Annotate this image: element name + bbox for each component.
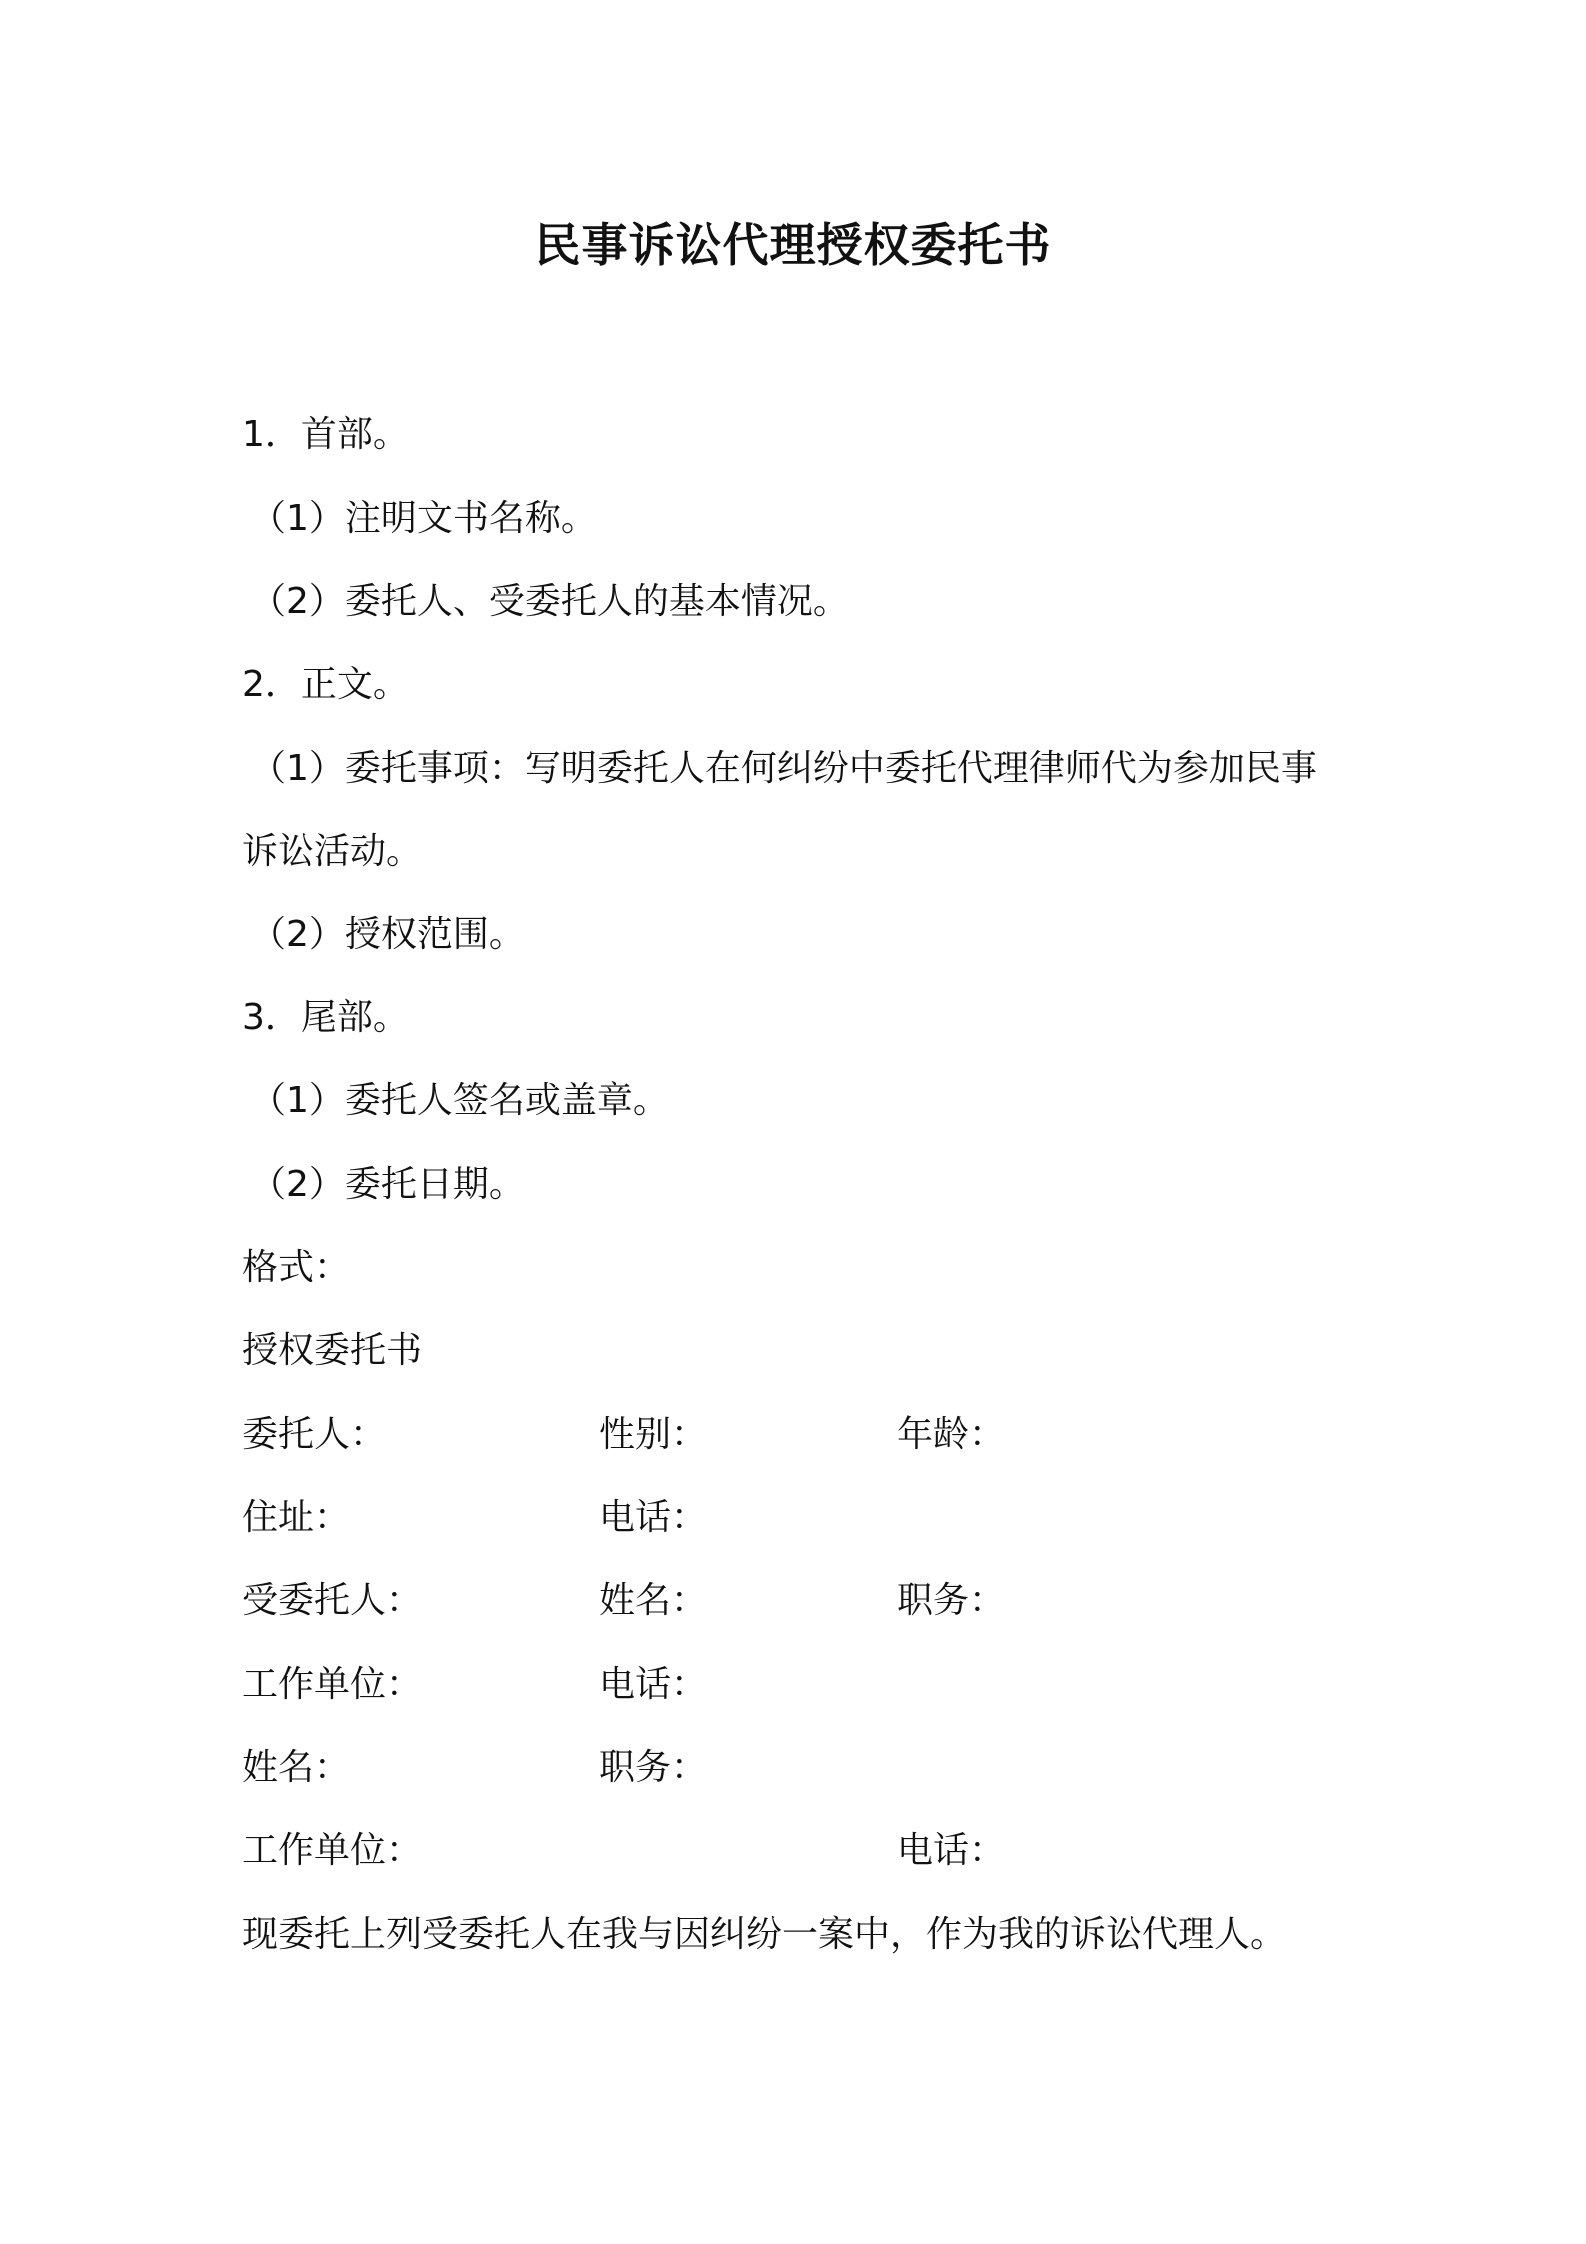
section-heading-2: 2．正文。 — [242, 664, 409, 705]
agent-label: 受委托人： — [242, 1580, 423, 1621]
address-label: 住址： — [242, 1497, 351, 1538]
gender-label: 性别： — [599, 1414, 708, 1455]
section-item-3-1: （1）委托人签名或盖章。 — [250, 1080, 669, 1121]
section-item-3-2: （2）委托日期。 — [250, 1164, 525, 1205]
section-item-2-1: （1）委托事项：写明委托人在何纠纷中委托代理律师代为参加民事 — [250, 748, 1317, 789]
form-row-principal — [242, 1410, 1342, 1460]
form-title: 授权委托书 — [242, 1330, 423, 1371]
phone-label: 电话： — [599, 1664, 708, 1705]
form-row-workplace-2 — [242, 1826, 1342, 1876]
form-row-name — [242, 1743, 1342, 1793]
phone-label: 电话： — [599, 1497, 708, 1538]
phone-label: 电话： — [897, 1830, 1006, 1871]
name-label: 姓名： — [599, 1580, 708, 1621]
form-row-address — [242, 1493, 1342, 1543]
section-item-2-2: （2）授权范围。 — [250, 914, 525, 955]
age-label: 年龄： — [897, 1414, 1006, 1455]
section-item-2-1-cont: 诉讼活动。 — [242, 831, 423, 872]
form-row-agent — [242, 1576, 1342, 1626]
position-label: 职务： — [897, 1580, 1006, 1621]
section-item-1-2: （2）委托人、受委托人的基本情况。 — [250, 581, 849, 622]
format-label: 格式： — [242, 1247, 351, 1288]
document-title: 民事诉讼代理授权委托书 — [534, 218, 1052, 272]
section-item-1-1: （1）注明文书名称。 — [250, 498, 597, 539]
authorization-statement: 现委托上列受委托人在我与因纠纷一案中，作为我的诉讼代理人。 — [242, 1914, 1287, 1955]
name-label: 姓名： — [242, 1747, 351, 1788]
principal-label: 委托人： — [242, 1414, 387, 1455]
workplace-label: 工作单位： — [242, 1830, 423, 1871]
section-heading-1: 1．首部。 — [242, 414, 409, 455]
form-row-workplace — [242, 1660, 1342, 1710]
position-label: 职务： — [599, 1747, 708, 1788]
workplace-label: 工作单位： — [242, 1664, 423, 1705]
section-heading-3: 3．尾部。 — [242, 997, 409, 1038]
